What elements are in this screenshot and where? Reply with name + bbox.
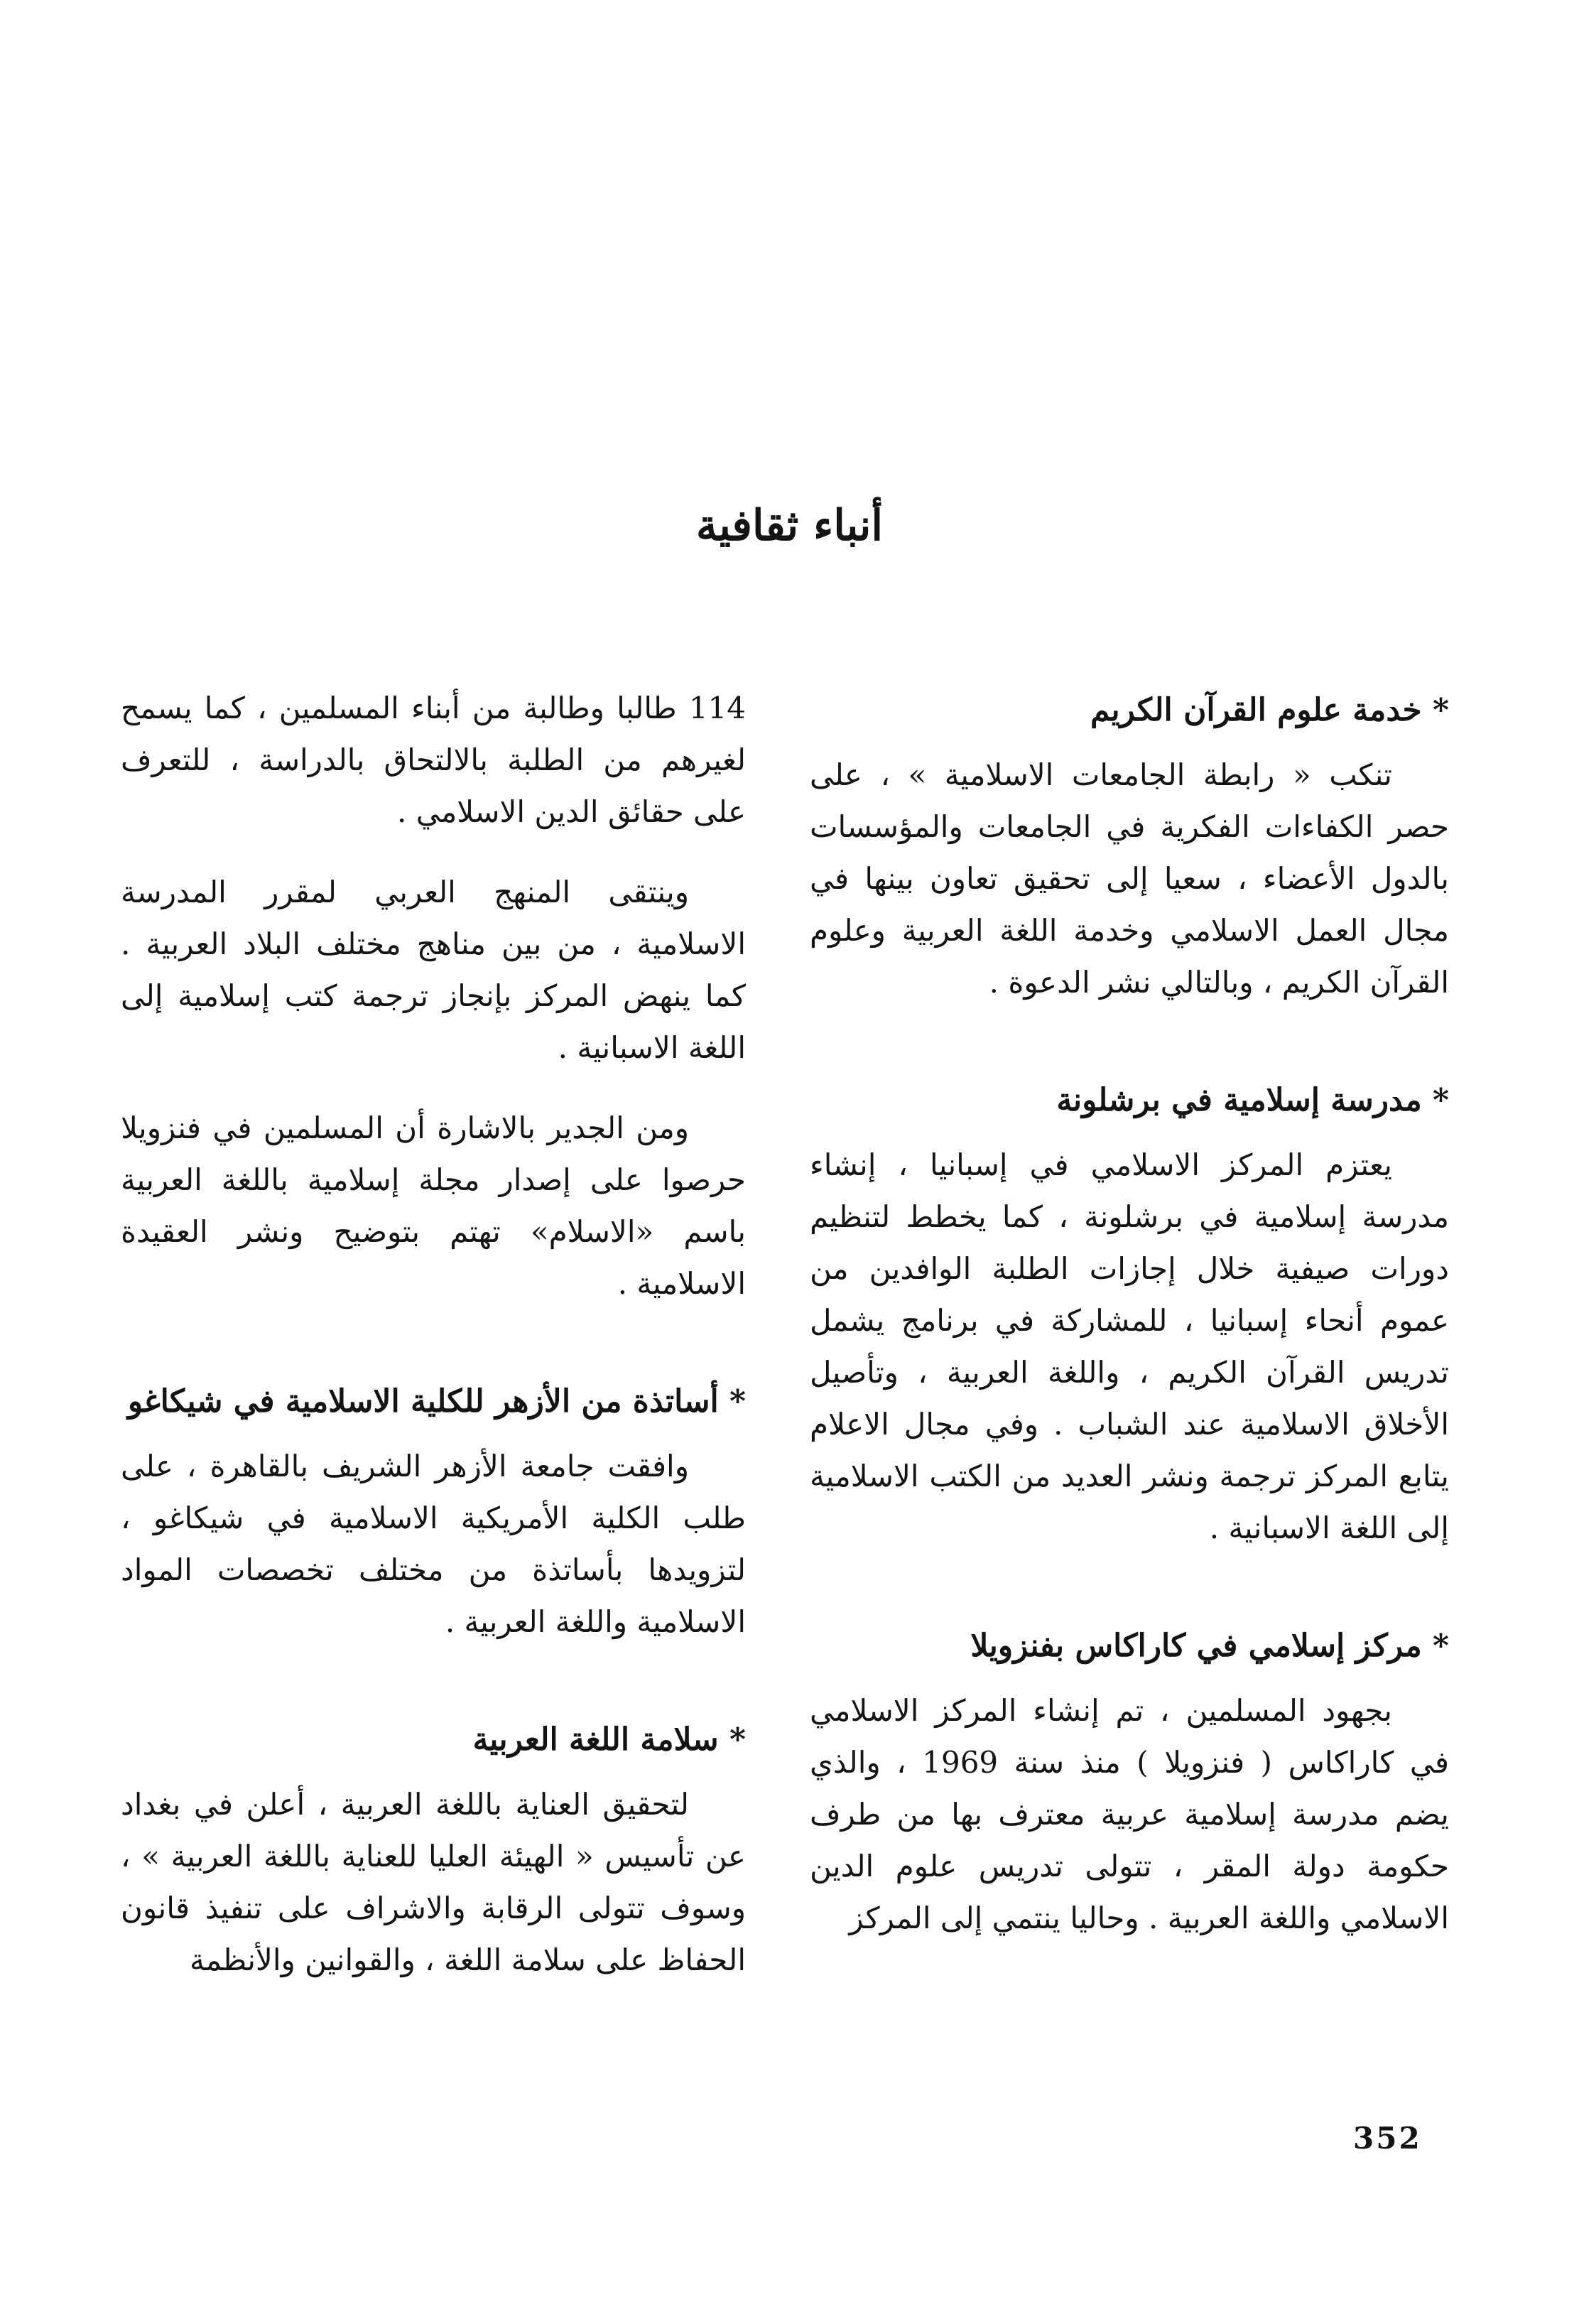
page-title: أنباء ثقافية	[695, 501, 884, 551]
section-heading-quran: * خدمة علوم القرآن الكريم	[1090, 692, 1449, 728]
section-heading-azhar: * أساتذة من الأزهر للكلية الاسلامية في شيكاغو	[127, 1383, 746, 1420]
right-column	[810, 682, 1449, 1972]
continuation-paragraph: 114 طالبا وطالبة من أبناء المسلمين ، كما يسمح لغيرهم من الطلبة بالالتحاق بالدراسة ، للتعرف على حقائق الدين الاسلامي .	[121, 691, 746, 829]
section-paragraph-arabic-language: لتحقيق العناية باللغة العربية ، أعلن في بغداد عن تأسيس « الهيئة العليا للعناية باللغة العربية » ، وسوف تتولى الرقابة والاشراف على تنفيذ قانون الحفاظ على سلامة اللغة ، والقوانين والأنظمة	[121, 1787, 746, 1977]
left-column	[121, 682, 746, 2014]
section-heading-arabic-language: * سلامة اللغة العربية	[472, 1722, 746, 1758]
section-heading-barcelona: * مدرسة إسلامية في برشلونة	[1056, 1082, 1449, 1118]
magazine-paragraph: ومن الجدير بالاشارة أن المسلمين في فنزويلا حرصوا على إصدار مجلة إسلامية باللغة العربية باسم «الاسلام» تهتم بتوضيح ونشر العقيدة الاسلامية .	[121, 1110, 746, 1301]
curriculum-paragraph: وينتقى المنهج العربي لمقرر المدرسة الاسلامية ، من بين مناهج مختلف البلاد العربية . كما ينهض المركز بإنجاز ترجمة كتب إسلامية إلى اللغة الاسبانية .	[121, 875, 746, 1065]
section-paragraph-azhar: وافقت جامعة الأزهر الشريف بالقاهرة ، على طلب الكلية الأمريكية الاسلامية في شيكاغو ، لتزويدها بأساتذة من مختلف تخصصات المواد الاسلامية واللغة العربية .	[121, 1449, 746, 1639]
section-paragraph-quran: تنكب « رابطة الجامعات الاسلامية » ، على حصر الكفاءات الفكرية في الجامعات والمؤسسات بالدول الأعضاء ، سعيا إلى تحقيق تعاون بينها في مجال العمل الاسلامي وخدمة اللغة العربية وعلوم القرآن الكريم ، وبالتالي نشر الدعوة .	[810, 757, 1449, 1000]
section-paragraph-barcelona: يعتزم المركز الاسلامي في إسبانيا ، إنشاء مدرسة إسلامية في برشلونة ، كما يخطط لتنظيم دورات صيفية خلال إجازات الطلبة الوافدين من عموم أنحاء إسبانيا ، للمشاركة في برنامج يشمل تدريس القرآن الكريم ، واللغة العربية ، وتأصيل الأخلاق الاسلامية عند الشباب . وفي مجال الاعلام يتابع المركز ترجمة ونشر العديد من الكتب الاسلامية إلى اللغة الاسبانية .	[810, 1147, 1449, 1545]
section-paragraph-caracas: بجهود المسلمين ، تم إنشاء المركز الاسلامي في كاراكاس ( فنزويلا ) منذ سنة 1969 ، والذي يضم مدرسة إسلامية عربية معترف بها من طرف حكومة دولة المقر ، تتولى تدريس علوم الدين الاسلامي واللغة العربية . وحاليا ينتمي إلى المركز	[810, 1693, 1449, 1935]
section-heading-caracas: * مركز إسلامي في كاراكاس بفنزويلا	[970, 1628, 1449, 1664]
page-number: 352	[1353, 2121, 1422, 2156]
